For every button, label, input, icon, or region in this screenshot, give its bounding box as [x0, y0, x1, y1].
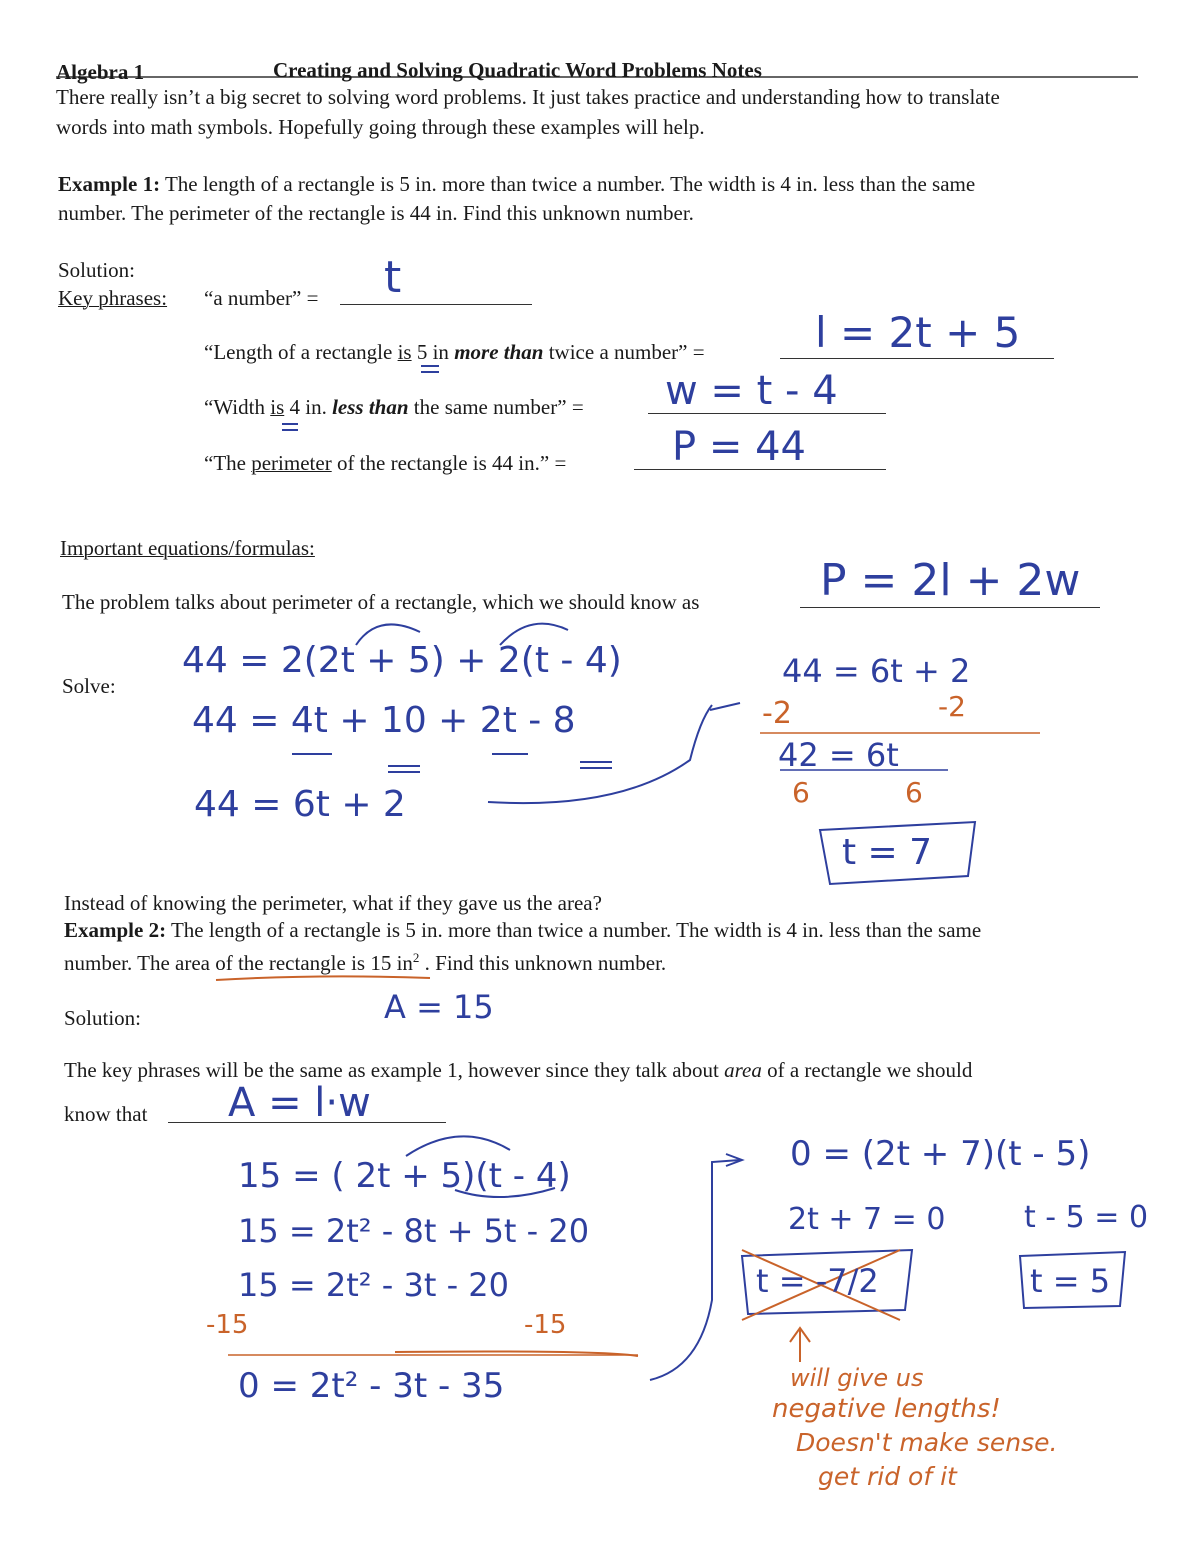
course-name: Algebra 1 — [56, 60, 145, 84]
note-line-4: get rid of it — [818, 1462, 957, 1491]
example2-line-2: number. The area of the rectangle is 15 $in^2$ . Find this unknown number. — [64, 950, 667, 975]
note-line-2: negative lengths! — [772, 1394, 1001, 1424]
blank-line — [780, 358, 1054, 359]
phrase-width: “Width is 4 in. less than the same number” = — [204, 395, 584, 419]
example1-solution-label: Solution: — [58, 258, 136, 282]
right-work-2a: -2 — [762, 696, 792, 731]
answer-t-equals-5: t = 5 — [1030, 1262, 1111, 1300]
factored-equation: 0 = (2t + 7)(t - 5) — [790, 1134, 1091, 1174]
example2-line-1: Example 2: The length of a rectangle is 5 in. more than twice a number. The width is 4 in. less than the same — [64, 918, 982, 942]
right-work-3: 42 = 6t — [778, 736, 899, 774]
intro-line-2: words into math symbols. Hopefully going through these examples will help. — [56, 115, 705, 139]
key-phrases-label: Key phrases: — [58, 286, 168, 310]
right-work-2b: -2 — [938, 690, 966, 723]
formula-text: The problem talks about perimeter of a rectangle, which we should know as — [62, 590, 700, 614]
right-work-4a: 6 — [792, 776, 810, 809]
work-line-3: 44 = 6t + 2 — [194, 784, 406, 825]
work-line-2: 44 = 4t + 10 + 2t - 8 — [192, 700, 576, 741]
example2-solution-label: Solution: — [64, 1006, 142, 1030]
answer-width: w = t - 4 — [665, 368, 838, 414]
intro-line-1: There really isn’t a big secret to solving word problems. It just takes practice and understanding how to translate — [56, 85, 1000, 109]
right-work-1: 44 = 6t + 2 — [782, 652, 971, 690]
area-note: A = 15 — [384, 988, 494, 1026]
ex2-work-5: 0 = 2t² - 3t - 35 — [238, 1366, 505, 1406]
note-line-1: will give us — [790, 1364, 924, 1392]
example2-pre: Instead of knowing the perimeter, what if they gave us the area? — [64, 891, 602, 915]
answer-t-equals-7: t = 7 — [842, 832, 933, 873]
answer-a-number: t — [384, 252, 402, 303]
example2-label: Example 2: — [64, 918, 167, 942]
blank-line — [800, 607, 1100, 608]
phrase-perimeter: “The perimeter of the rectangle is 44 in.” = — [204, 451, 567, 475]
work-line-1: 44 = 2(2t + 5) + 2(t - 4) — [182, 640, 622, 681]
blank-line — [340, 304, 532, 305]
ex2-work-3: 15 = 2t² - 3t - 20 — [238, 1266, 510, 1304]
ex2-work-1: 15 = ( 2t + 5)(t - 4) — [238, 1156, 571, 1196]
right-work-4b: 6 — [905, 776, 923, 809]
ex2-work-4a: -15 — [206, 1310, 249, 1340]
formula-answer: P = 2l + 2w — [820, 555, 1081, 606]
rejected-solution: t = -7/2 — [756, 1262, 879, 1300]
example1-line-2: number. The perimeter of the rectangle is 44 in. Find this unknown number. — [58, 201, 694, 225]
important-label: Important equations/formulas: — [60, 536, 315, 560]
answer-perimeter: P = 44 — [672, 424, 806, 470]
example1-label: Example 1: — [58, 172, 161, 196]
solve-label: Solve: — [62, 674, 116, 698]
page-title: Creating and Solving Quadratic Word Problems Notes — [273, 58, 762, 82]
ex2-work-2: 15 = 2t² - 8t + 5t - 20 — [238, 1212, 590, 1250]
key-line-1: The key phrases will be the same as example 1, however since they talk about area of a rectangle we should — [64, 1058, 973, 1082]
area-formula: A = l·w — [228, 1080, 371, 1126]
phrase-length: “Length of a rectangle is 5 in more than twice a number” = — [204, 340, 705, 364]
example1-line-1: Example 1: The length of a rectangle is 5 in. more than twice a number. The width is 4 in. less than the same — [58, 172, 976, 196]
note-line-3: Doesn't make sense. — [796, 1428, 1058, 1457]
factor-zero-1: 2t + 7 = 0 — [788, 1202, 946, 1237]
phrase-a-number: “a number” = — [204, 286, 319, 310]
answer-length: l = 2t + 5 — [815, 308, 1021, 357]
ex2-work-4b: -15 — [524, 1310, 567, 1340]
key-line-2: know that — [64, 1102, 148, 1126]
factor-zero-2: t - 5 = 0 — [1024, 1200, 1149, 1235]
